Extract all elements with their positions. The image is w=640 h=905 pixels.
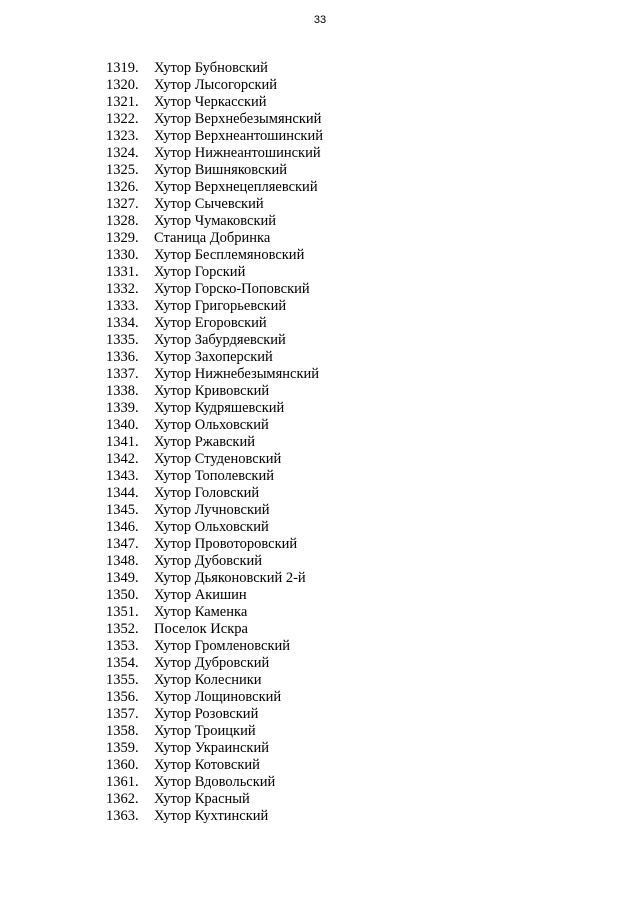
item-number: 1349. — [106, 570, 139, 586]
item-number: 1331. — [106, 264, 139, 280]
item-name: Хутор Дубровский — [154, 655, 270, 671]
item-number: 1363. — [106, 808, 139, 824]
item-number: 1341. — [106, 434, 139, 450]
item-number: 1342. — [106, 451, 139, 467]
item-number: 1345. — [106, 502, 139, 518]
item-number: 1320. — [106, 77, 139, 93]
item-name: Хутор Лощиновский — [154, 689, 282, 705]
item-name: Хутор Вишняковский — [154, 162, 288, 178]
item-name: Хутор Лучновский — [154, 502, 270, 518]
item-number: 1340. — [106, 417, 139, 433]
page-number: 33 — [313, 14, 327, 26]
item-number: 1348. — [106, 553, 139, 569]
item-name: Хутор Бесплемяновский — [154, 247, 305, 263]
item-number: 1354. — [106, 655, 139, 671]
item-number: 1359. — [106, 740, 139, 756]
item-number: 1324. — [106, 145, 139, 161]
item-number: 1339. — [106, 400, 139, 416]
item-name: Хутор Нижнеантошинский — [154, 145, 321, 161]
item-number: 1350. — [106, 587, 139, 603]
item-name: Хутор Провоторовский — [154, 536, 298, 552]
item-name: Хутор Чумаковский — [154, 213, 277, 229]
item-name: Хутор Котовский — [154, 757, 260, 773]
item-number: 1338. — [106, 383, 139, 399]
item-name: Станица Добринка — [154, 230, 271, 246]
item-number: 1362. — [106, 791, 139, 807]
item-name: Хутор Ольховский — [154, 417, 269, 433]
item-number: 1360. — [106, 757, 139, 773]
item-number: 1344. — [106, 485, 139, 501]
item-name: Хутор Захоперский — [154, 349, 273, 365]
item-number: 1319. — [106, 60, 139, 76]
item-number: 1352. — [106, 621, 139, 637]
item-number: 1325. — [106, 162, 139, 178]
item-name: Хутор Ольховский — [154, 519, 269, 535]
item-name: Хутор Вдовольский — [154, 774, 276, 790]
item-number: 1333. — [106, 298, 139, 314]
item-number: 1335. — [106, 332, 139, 348]
item-name: Хутор Кухтинский — [154, 808, 269, 824]
item-name: Хутор Головский — [154, 485, 260, 501]
item-number: 1327. — [106, 196, 139, 212]
item-number: 1323. — [106, 128, 139, 144]
item-name: Хутор Каменка — [154, 604, 248, 620]
item-number: 1355. — [106, 672, 139, 688]
item-name: Хутор Верхнецепляевский — [154, 179, 318, 195]
item-number: 1356. — [106, 689, 139, 705]
item-name: Хутор Акишин — [154, 587, 247, 603]
item-number: 1358. — [106, 723, 139, 739]
item-number: 1330. — [106, 247, 139, 263]
item-name: Хутор Тополевский — [154, 468, 274, 484]
item-name: Хутор Громленовский — [154, 638, 291, 654]
item-name: Хутор Колесники — [154, 672, 262, 688]
item-number: 1329. — [106, 230, 139, 246]
item-name: Хутор Ржавский — [154, 434, 255, 450]
item-number: 1328. — [106, 213, 139, 229]
item-number: 1326. — [106, 179, 139, 195]
item-number: 1357. — [106, 706, 139, 722]
item-number: 1361. — [106, 774, 139, 790]
item-name: Хутор Горский — [154, 264, 246, 280]
item-name: Хутор Григорьевский — [154, 298, 287, 314]
item-number: 1347. — [106, 536, 139, 552]
item-name: Хутор Бубновский — [154, 60, 268, 76]
item-number: 1337. — [106, 366, 139, 382]
item-name: Хутор Верхнеантошинский — [154, 128, 323, 144]
item-name: Хутор Дубовский — [154, 553, 263, 569]
item-name: Хутор Украинский — [154, 740, 269, 756]
item-number: 1322. — [106, 111, 139, 127]
item-number: 1332. — [106, 281, 139, 297]
item-name: Хутор Черкасский — [154, 94, 267, 110]
item-name: Хутор Забурдяевский — [154, 332, 286, 348]
item-number: 1353. — [106, 638, 139, 654]
item-name: Хутор Кривовский — [154, 383, 270, 399]
item-name: Хутор Розовский — [154, 706, 259, 722]
item-name: Хутор Кудряшевский — [154, 400, 285, 416]
item-number: 1336. — [106, 349, 139, 365]
item-name: Хутор Горско-Поповский — [154, 281, 310, 297]
item-number: 1343. — [106, 468, 139, 484]
item-name: Хутор Нижнебезымянский — [154, 366, 320, 382]
item-name: Хутор Студеновский — [154, 451, 282, 467]
item-name: Хутор Лысогорский — [154, 77, 278, 93]
item-number: 1346. — [106, 519, 139, 535]
item-name: Хутор Дьяконовский 2-й — [154, 570, 306, 586]
item-name: Хутор Красный — [154, 791, 250, 807]
item-number: 1321. — [106, 94, 139, 110]
item-name: Хутор Троицкий — [154, 723, 256, 739]
item-name: Хутор Верхнебезымянский — [154, 111, 322, 127]
item-number: 1351. — [106, 604, 139, 620]
item-name: Поселок Искра — [154, 621, 248, 637]
item-name: Хутор Егоровский — [154, 315, 267, 331]
item-name: Хутор Сычевский — [154, 196, 264, 212]
item-number: 1334. — [106, 315, 139, 331]
